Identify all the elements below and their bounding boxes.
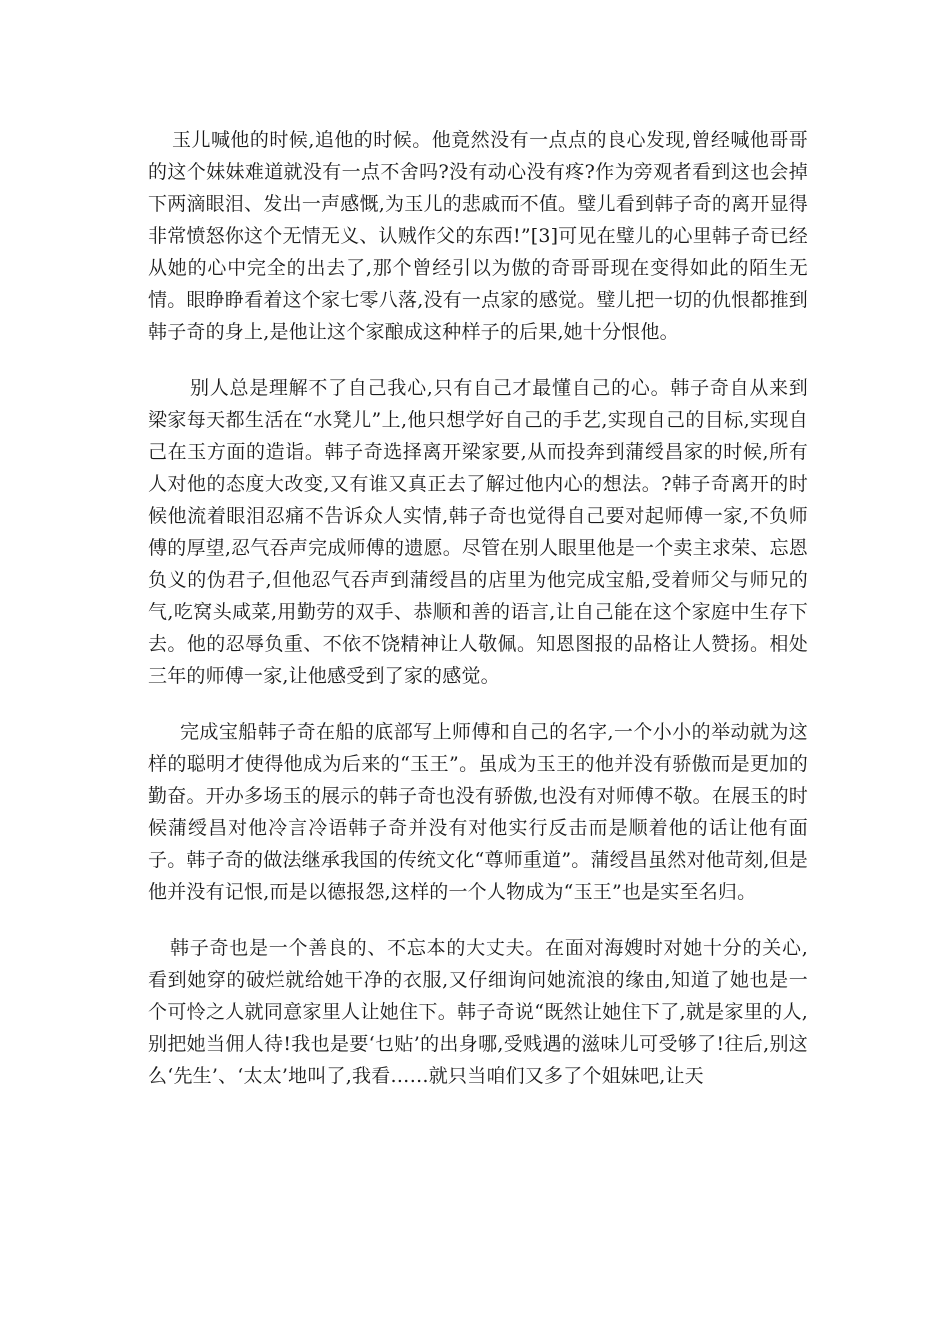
document-page — [148, 124, 808, 1092]
paragraph-4: 韩子奇也是一个善良的、不忘本的大丈夫。在面对海嫂时对她十分的关心,看到她穿的破烂就给她干净的衣服,又仔细询问她流浪的缘由,知道了她也是一个可怜之人就同意家里人让她住下。韩子奇说“既然让她住下了,就是家里的人,别把她当佣人待!我也是要‘乜贴’的出身哪,受贱遇的滋味儿可受够了!往后,别这么‘先生’、‘太太’地叫了,我看……就只当咱们又多了个姐妹吧,让天 — [148, 937, 808, 1087]
paragraph-3: 完成宝船韩子奇在船的底部写上师傅和自己的名字,一个小小的举动就为这样的聪明才使得他成为后来的“玉王”。虽成为玉王的他并没有骄傲而是更加的勤奋。开办多场玉的展示的韩子奇也没有骄傲,也没有对师傅不敬。在展玉的时候蒲绶昌对他冷言冷语韩子奇并没有对他实行反击而是顺着他的话让他有面子。韩子奇的做法继承我国的传统文化“尊师重道”。蒲绶昌虽然对他苛刻,但是他并没有记恨,而是以德报怨,这样的一个人物成为“玉王”也是实至名归。 — [148, 721, 808, 903]
paragraph-1: 玉儿喊他的时候,追他的时候。他竟然没有一点点的良心发现,曾经喊他哥哥的这个妹妹难道就没有一点不舍吗?没有动心没有疼?作为旁观者看到这也会掉下两滴眼泪、发出一声感慨,为玉儿的悲戚而不值。璧儿看到韩子奇的离开显得非常愤怒你这个无情无义、认贼作父的东西!”[3]可见在璧儿的心里韩子奇已经从她的心中完全的出去了,那个曾经引以为傲的奇哥哥现在变得如此的陌生无情。眼睁睁看着这个家七零八落,没有一点家的感觉。璧儿把一切的仇恨都推到韩子奇的身上,是他让这个家酿成这种样子的后果,她十分恨他。 — [148, 129, 808, 343]
paragraph-2: 别人总是理解不了自己我心,只有自己才最懂自己的心。韩子奇自从来到梁家每天都生活在“水凳儿”上,他只想学好自己的手艺,实现自己的目标,实现自己在玉方面的造诣。韩子奇选择离开梁家要,从而投奔到蒲绶昌家的时候,所有人对他的态度大改变,又有谁又真正去了解过他内心的想法。?韩子奇离开的时候他流着眼泪忍痛不告诉众人实情,韩子奇也觉得自己要对起师傅一家,不负师傅的厚望,忍气吞声完成师傅的遗愿。尽管在别人眼里他是一个卖主求荣、忘恩负义的伪君子,但他忍气吞声到蒲绶昌的店里为他完成宝船,受着师父与师兄的气,吃窝头咸菜,用勤劳的双手、恭顺和善的语言,让自己能在这个家庭中生存下去。他的忍辱负重、不依不饶精神让人敬佩。知恩图报的品格让人赞扬。相处三年的师傅一家,让他感受到了家的感觉。 — [148, 377, 808, 687]
